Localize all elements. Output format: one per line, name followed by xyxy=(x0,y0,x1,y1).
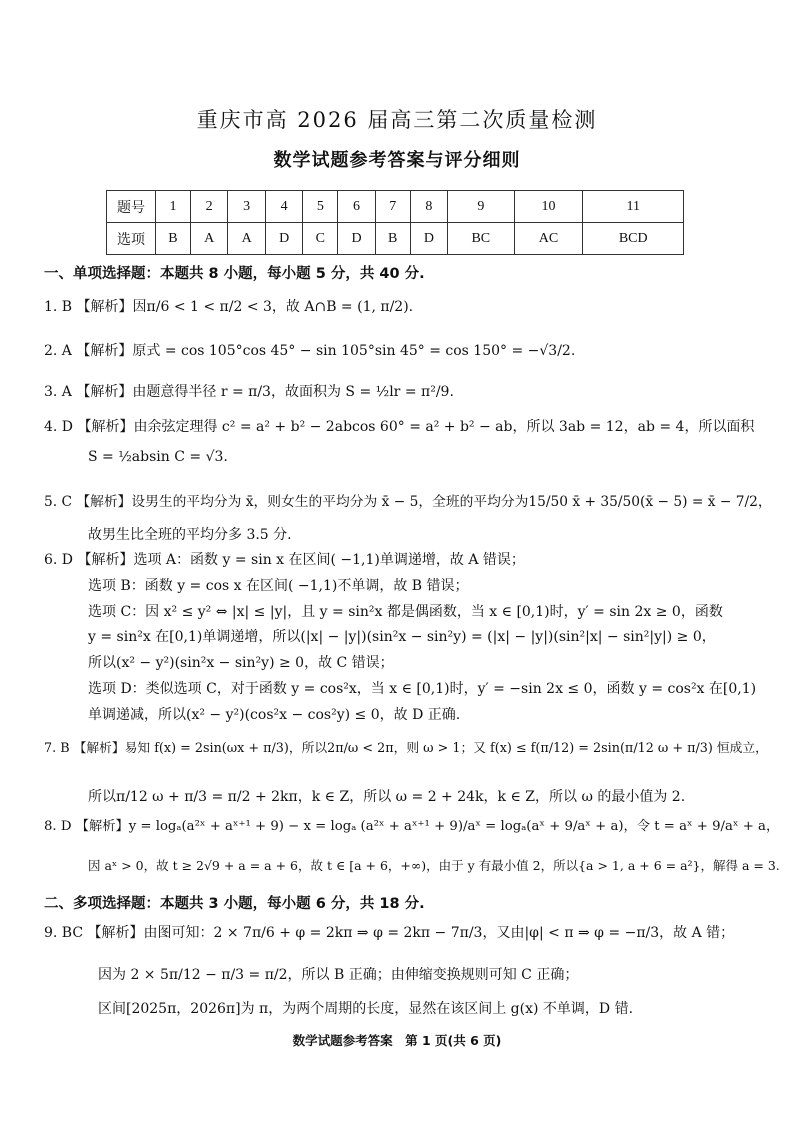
section-heading: 一、单项选择题：本题共 8 小题，每小题 5 分，共 40 分. xyxy=(44,266,425,282)
answer-cell: D xyxy=(410,223,448,255)
question-number-cell: 3 xyxy=(228,191,266,223)
answer-cell: B xyxy=(375,223,410,255)
answer-cell: A xyxy=(228,223,266,255)
answer-cell: C xyxy=(303,223,338,255)
answer-cell: AC xyxy=(514,223,583,255)
page-title: 重庆市高 2026 届高三第二次质量检测 xyxy=(196,108,598,132)
answer-line: 所以π/12 ω + π/3 = π/2 + 2kπ，k ∈ Z，所以 ω = 2 + 24k，k ∈ Z，所以 ω 的最小值为 2. xyxy=(88,789,686,805)
answer-line: 6. D 【解析】选项 A：函数 y = sin x 在区间( −1,1)单调递增，故 A 错误； xyxy=(44,552,525,568)
answer-line: 选项 D：类似选项 C，对于函数 y = cos²x，当 x ∈ [0,1)时，y′ = −sin 2x ≤ 0，函数 y = cos²x 在[0,1) xyxy=(88,681,757,697)
answer-cell: B xyxy=(156,223,191,255)
question-number-cell: 2 xyxy=(190,191,228,223)
answer-line: 故男生比全班的平均分多 3.5 分. xyxy=(88,527,292,543)
question-number-cell: 7 xyxy=(375,191,410,223)
answer-line: 单调递减，所以(x² − y²)(cos²x − cos²y) ≤ 0，故 D 正确. xyxy=(88,707,461,723)
question-number-cell: 1 xyxy=(156,191,191,223)
answer-line: 8. D 【解析】y = logₐ(a²ˣ + aˣ⁺¹ + 9) − x = logₐ (a²ˣ + aˣ⁺¹ + 9)/aˣ = logₐ(aˣ + 9/aˣ + a)，令 t = aˣ + 9/aˣ + a， xyxy=(44,819,780,834)
question-number-cell: 9 xyxy=(448,191,514,223)
answer-line: 选项 C：因 x² ≤ y² ⇔ |x| ≤ |y|，且 y = sin²x 都是偶函数，当 x ∈ [0,1)时，y′ = sin 2x ≥ 0，函数 xyxy=(88,604,723,620)
answer-line: 9. BC 【解析】由图可知：2 × 7π/6 + φ = 2kπ ⇒ φ = 2kπ − 7π/3，又由|φ| < π ⇒ φ = −π/3，故 A 错； xyxy=(44,925,735,941)
answer-cell: BCD xyxy=(583,223,684,255)
question-number-cell: 11 xyxy=(583,191,684,223)
answer-line: 2. A 【解析】原式 = cos 105°cos 45° − sin 105°sin 45° = cos 150° = −√3/2. xyxy=(44,343,576,359)
answer-line: 因为 2 × 5π/12 − π/3 = π/2，所以 B 正确；由伸缩变换规则可知 C 正确； xyxy=(98,967,579,983)
question-number-cell: 8 xyxy=(410,191,448,223)
question-number-cell: 10 xyxy=(514,191,583,223)
table-row xyxy=(107,191,684,223)
answer-line: 5. C 【解析】设男生的平均分为 x̄，则女生的平均分为 x̄ − 5，全班的平均分为15/50 x̄ + 35/50(x̄ − 5) = x̄ − 7/2， xyxy=(44,494,772,510)
answer-cell: A xyxy=(190,223,228,255)
table-header-cell: 选项 xyxy=(107,223,156,255)
page-footer: 数学试题参考答案 第 1 页(共 6 页) xyxy=(292,1033,502,1048)
answer-line: S = ½absin C = √3. xyxy=(88,449,228,465)
page-subtitle: 数学试题参考答案与评分细则 xyxy=(273,150,521,171)
question-number-cell: 4 xyxy=(265,191,303,223)
answer-line: 4. D 【解析】由余弦定理得 c² = a² + b² − 2abcos 60° = a² + b² − ab，所以 3ab = 12，ab = 4，所以面积 xyxy=(44,419,755,435)
answer-line: 所以(x² − y²)(sin²x − sin²y) ≥ 0，故 C 错误； xyxy=(88,655,394,671)
answer-line: 区间[2025π，2026π]为 π，为两个周期的长度，显然在该区间上 g(x) 不单调，D 错. xyxy=(98,1001,634,1017)
question-number-cell: 6 xyxy=(338,191,376,223)
table-row xyxy=(107,223,684,255)
answer-line: 3. A 【解析】由题意得半径 r = π/3，故面积为 S = ½lr = π²/9. xyxy=(44,384,454,400)
table-header-cell: 题号 xyxy=(107,191,156,223)
answer-line: y = sin²x 在[0,1)单调递增，所以(|x| − |y|)(sin²x − sin²y) = (|x| − |y|)(sin²|x| − sin²|y|) ≥ 0， xyxy=(88,629,716,645)
answer-line: 1. B 【解析】因π/6 < 1 < π/2 < 3，故 A∩B = (1, π/2). xyxy=(44,299,414,315)
answer-table xyxy=(106,190,684,255)
answer-cell: D xyxy=(338,223,376,255)
section-heading: 二、多项选择题：本题共 3 小题，每小题 6 分，共 18 分. xyxy=(44,896,425,912)
answer-line: 因 aˣ > 0，故 t ≥ 2√9 + a = a + 6，故 t ∈ [a + 6，+∞)，由于 y 有最小值 2，所以{a > 1, a + 6 = a²}，解得 a = 3. xyxy=(88,858,780,873)
answer-cell: D xyxy=(265,223,303,255)
answer-line: 7. B 【解析】易知 f(x) = 2sin(ωx + π/3)，所以2π/ω < 2π，则 ω > 1；又 f(x) ≤ f(π/12) = 2sin(π/12 ω + π/3) 恒成立， xyxy=(44,741,768,756)
question-number-cell: 5 xyxy=(303,191,338,223)
answer-line: 选项 B：函数 y = cos x 在区间( −1,1)不单调，故 B 错误； xyxy=(88,578,469,594)
answer-cell: BC xyxy=(448,223,514,255)
